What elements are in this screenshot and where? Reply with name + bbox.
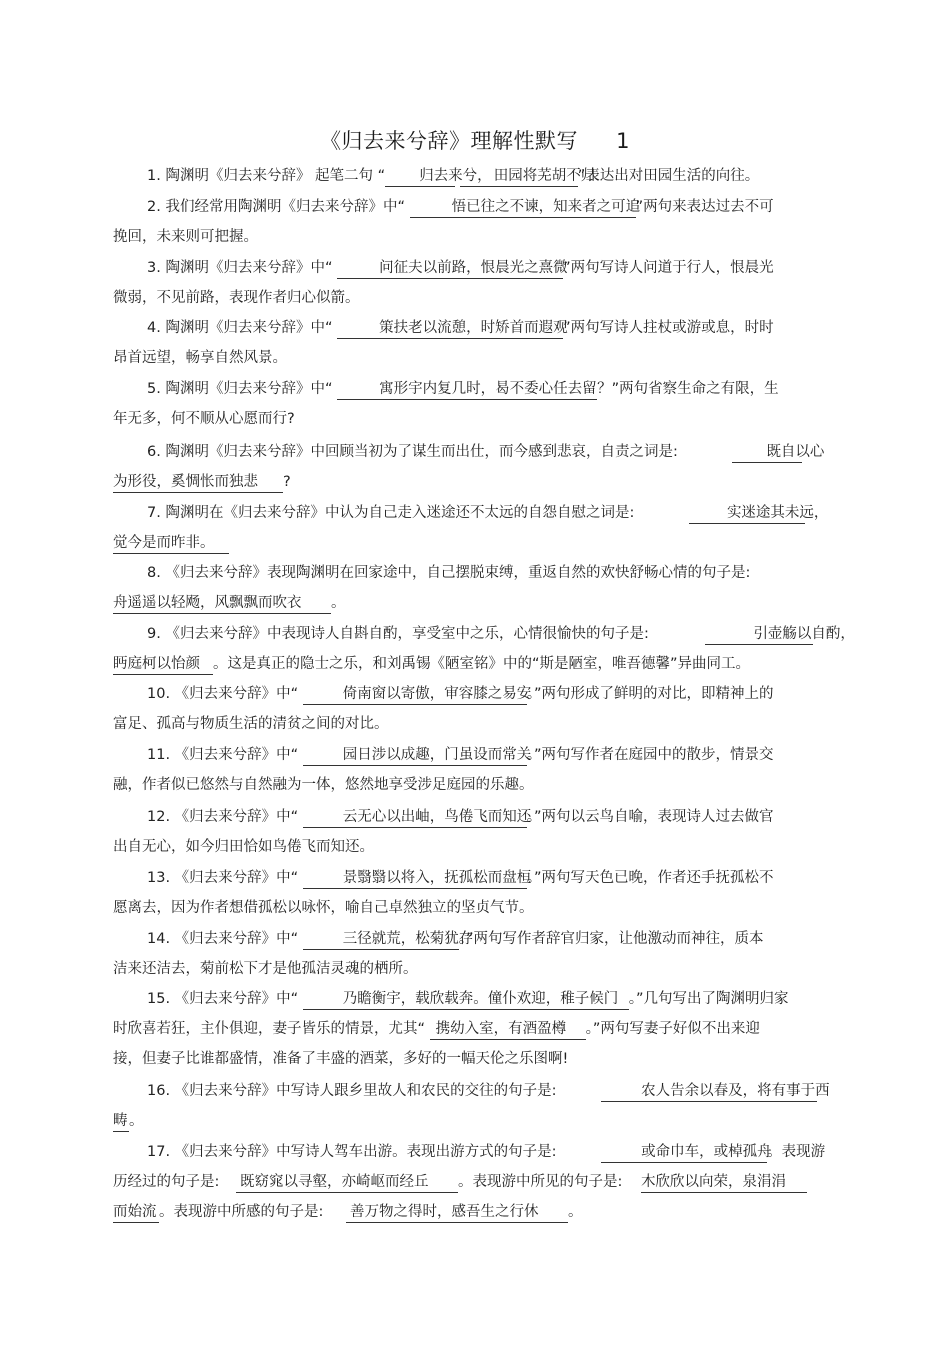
question-text: 7. 陶渊明在《归去来兮辞》中认为自己走入迷途还不太远的自怨自慰之词是:: [147, 505, 639, 521]
question-text: ”两句来表达过去不可: [635, 199, 774, 215]
question-7: [113, 498, 838, 558]
question-3: [113, 253, 838, 313]
text-line: [113, 1076, 838, 1106]
answer-blank: 实迷途其未远，: [689, 504, 805, 524]
question-1-line-1: [113, 161, 838, 191]
page-title: [0, 125, 950, 155]
answer-blank: 三径就荒，松菊犹存: [303, 930, 459, 950]
question-text: 4. 陶渊明《归去来兮辞》中“: [147, 320, 338, 336]
text-line: [113, 649, 838, 679]
question-text: 。”两句写天色已晚，作者还手抚孤松不: [526, 870, 774, 886]
question-text: ”两句写诗人问道于行人，恨晨光: [563, 260, 774, 276]
question-text: ？”两句省察生命之有限，生: [597, 381, 779, 397]
text-line: [113, 1197, 838, 1227]
title-number: 1: [616, 129, 630, 153]
question-text: 8. 《归去来兮辞》表现陶渊明在回家途中，自己摆脱束缚，重返自然的欢快舒畅心情的句子是:: [147, 565, 751, 581]
question-text: 富足、孤高与物质生活的清贫之间的对比。: [113, 716, 389, 732]
question-text: 历经过的句子是:: [113, 1174, 224, 1190]
text-line: [113, 740, 838, 770]
question-text: 。这是真正的隐士之乐，和刘禹锡《陋室铭》中的“斯是陋室，唯吾德馨”异曲同工。: [213, 656, 751, 672]
question-text: ”两句写诗人拄杖或游或息，时时: [563, 320, 774, 336]
text-line: [113, 528, 838, 558]
question-4: [113, 313, 838, 373]
text-line: [113, 1044, 838, 1074]
answer-blank: 畴: [113, 1112, 129, 1132]
text-line: [113, 1014, 838, 1044]
question-13: [113, 863, 838, 923]
answer-blank: 木欣欣以向荣，泉涓涓: [641, 1173, 807, 1193]
question-text: 。: [129, 1113, 144, 1129]
text-line: [113, 343, 838, 373]
question-text: 16. 《归去来兮辞》中写诗人跟乡里故人和农民的交往的句子是:: [147, 1083, 562, 1099]
answer-blank: 倚南窗以寄傲，审容膝之易安: [303, 685, 527, 705]
question-text: 17. 《归去来兮辞》中写诗人驾车出游。表现出游方式的句子是:: [147, 1144, 562, 1160]
question-15: [113, 984, 838, 1074]
question-text: 。表现游: [767, 1144, 826, 1160]
question-text: 11. 《归去来兮辞》中“: [147, 747, 303, 763]
answer-blank: 云无心以出岫，鸟倦飞而知还: [303, 808, 527, 828]
title-text: 《归去来兮辞》理解性默写: [320, 129, 579, 153]
question-14: [113, 924, 838, 984]
question-2: [113, 192, 838, 252]
text-line: [113, 558, 838, 588]
answer-blank: 策扶老以流憩，时矫首而遐观: [337, 319, 563, 339]
question-text: 9. 《归去来兮辞》中表现诗人自斟自酌，享受室中之乐，心情很愉快的句子是:: [147, 626, 654, 642]
text-line: [113, 679, 838, 709]
answer-blank: 悟已往之不谏，知来者之可追: [410, 198, 636, 218]
answer-blank: 为形役，奚惆怅而独悲: [113, 473, 283, 493]
question-text: 15. 《归去来兮辞》中“: [147, 991, 303, 1007]
question-text: 。”两句写作者辞官归家，让他激动而神往，质本: [458, 931, 764, 947]
text-line: [113, 374, 838, 404]
text-line: [113, 832, 838, 862]
text-line: [113, 222, 838, 252]
answer-blank: 归去来兮，: [385, 167, 455, 187]
question-text: 愿离去，因为作者想借孤松以咏怀，喻自己卓然独立的坚贞气节。: [113, 900, 534, 916]
question-text: 昂首远望，畅享自然风景。: [113, 350, 287, 366]
question-text: 5. 陶渊明《归去来兮辞》中“: [147, 381, 338, 397]
text-line: [113, 924, 838, 954]
question-text: 3. 陶渊明《归去来兮辞》中“: [147, 260, 338, 276]
question-text: 。表现游中所感的句子是:: [159, 1204, 328, 1220]
question-text: 14. 《归去来兮辞》中“: [147, 931, 303, 947]
question-11: [113, 740, 838, 800]
question-text: 。”两句写妻子好似不出来迎: [585, 1021, 760, 1037]
answer-blank: 或命巾车，或棹孤舟: [601, 1143, 767, 1163]
question-text: 。”两句以云鸟自喻，表现诗人过去做官: [526, 809, 774, 825]
answer-blank: 而始流: [113, 1203, 159, 1223]
answer-blank: 引壶觞以自酌，: [705, 625, 813, 645]
question-text: 。”两句形成了鲜明的对比，即精神上的: [526, 686, 774, 702]
question-text: 微弱，不见前路，表现作者归心似箭。: [113, 290, 360, 306]
answer-blank: 园日涉以成趣，门虽设而常关: [303, 746, 527, 766]
answer-blank: 携幼入室，有酒盈樽: [430, 1020, 586, 1040]
answer-blank: 觉今是而昨非。: [113, 534, 229, 554]
question-text: 时欣喜若狂，主仆俱迎，妻子皆乐的情景，尤其“: [113, 1021, 430, 1037]
question-12: [113, 802, 838, 862]
text-line: [113, 588, 838, 618]
text-line: [113, 802, 838, 832]
text-line: [113, 863, 838, 893]
text-line: [113, 467, 838, 497]
text-line: [113, 313, 838, 343]
text-line: [113, 984, 838, 1014]
answer-blank: 乃瞻衡宇，载欣载奔。僮仆欢迎，稚子候门: [303, 990, 629, 1010]
question-text: 融，作者似已悠然与自然融为一体，悠然地享受涉足庭园的乐趣。: [113, 777, 534, 793]
question-text: 。: [568, 1204, 583, 1220]
question-text: 。: [331, 595, 346, 611]
answer-blank: 景翳翳以将入，抚孤松而盘桓: [303, 869, 527, 889]
text-line: [113, 1137, 838, 1167]
question-text: 1. 陶渊明《归去来兮辞》 起笔二句 “: [147, 168, 386, 184]
question-text: 13. 《归去来兮辞》中“: [147, 870, 303, 886]
answer-blank: 寓形宇内复几时，曷不委心任去留: [337, 380, 597, 400]
text-line: [113, 437, 838, 467]
text-line: [113, 770, 838, 800]
answer-blank: 既窈窕以寻壑，亦崎岖而经丘: [236, 1173, 458, 1193]
question-5: [113, 374, 838, 434]
question-text: 出自无心，如今归田恰如鸟倦飞而知还。: [113, 839, 374, 855]
text-line: [113, 498, 838, 528]
question-17: [113, 1137, 838, 1227]
question-text: 6. 陶渊明《归去来兮辞》中回顾当初为了谋生而出仕，而今感到悲哀，自责之词是:: [147, 444, 683, 460]
text-line: [113, 1167, 838, 1197]
answer-blank: 善万物之得时，感吾生之行休: [346, 1203, 568, 1223]
question-1: [113, 161, 838, 191]
answer-blank: 田园将芜胡不归: [460, 167, 578, 187]
question-text: 。表现游中所见的句子是:: [458, 1174, 627, 1190]
text-line: [113, 954, 838, 984]
question-6: [113, 437, 838, 497]
question-text: 。”两句写作者在庭园中的散步，情景交: [526, 747, 774, 763]
question-text: 2. 我们经常用陶渊明《归去来兮辞》中“: [147, 199, 410, 215]
text-line: [113, 192, 838, 222]
text-line: [113, 283, 838, 313]
question-9: [113, 619, 855, 679]
text-line: [113, 709, 838, 739]
question-text: 12. 《归去来兮辞》中“: [147, 809, 303, 825]
text-line: [113, 253, 838, 283]
answer-blank: 农人告余以春及，将有事于西: [601, 1082, 817, 1102]
question-text: ”表达出对田园生活的向往。: [577, 168, 760, 184]
answer-blank: 眄庭柯以怡颜: [113, 655, 213, 675]
question-text: ?: [283, 474, 291, 490]
question-10: [113, 679, 838, 739]
answer-blank: 问征夫以前路，恨晨光之熹微: [337, 259, 563, 279]
answer-blank: 既自以心: [732, 443, 802, 463]
question-text: 接，但妻子比谁都盛情，准备了丰盛的酒菜，多好的一幅天伦之乐图啊!: [113, 1051, 569, 1067]
text-line: [113, 893, 838, 923]
question-text: 年无多，何不顺从心愿而行?: [113, 411, 295, 427]
text-line: [113, 404, 838, 434]
question-text: 10. 《归去来兮辞》中“: [147, 686, 303, 702]
answer-blank: 舟遥遥以轻飏，风飘飘而吹衣: [113, 594, 331, 614]
question-text: 洁来还洁去，菊前松下才是他孤洁灵魂的栖所。: [113, 961, 418, 977]
text-line: [113, 1106, 838, 1136]
question-8: [113, 558, 838, 618]
question-16: [113, 1076, 838, 1136]
question-text: 挽回，未来则可把握。: [113, 229, 258, 245]
question-text: 。”几句写出了陶渊明归家: [628, 991, 789, 1007]
text-line: [113, 619, 855, 649]
